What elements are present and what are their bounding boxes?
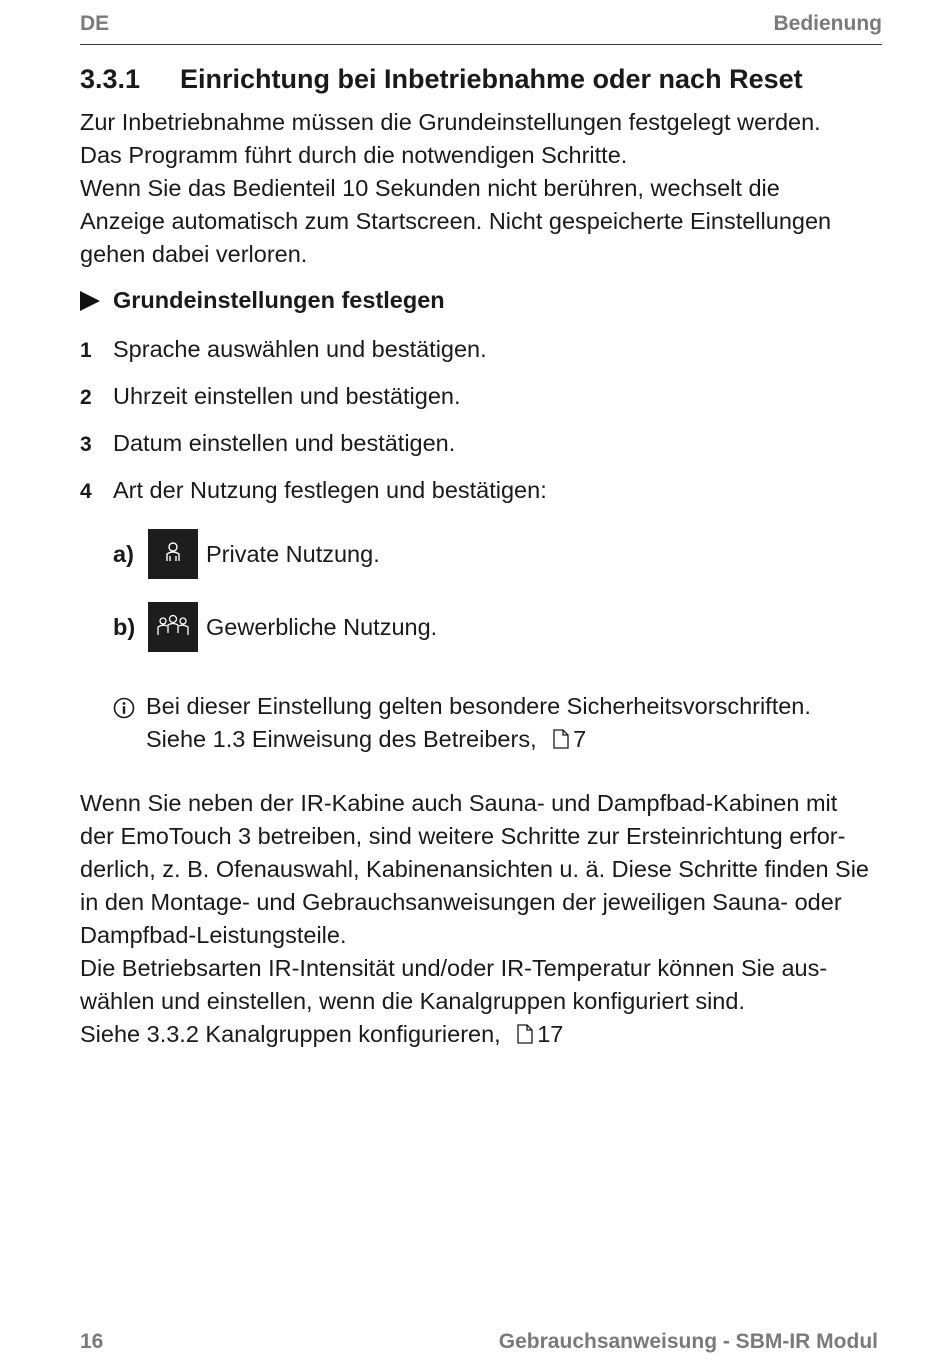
body-reference [80, 1018, 882, 1053]
procedure-heading [80, 287, 445, 314]
section-title [80, 64, 803, 95]
body-reference-text: Siehe 3.3.2 Kanalgruppen konfigurieren, [80, 1021, 501, 1047]
page-icon [517, 1020, 533, 1053]
footer-document-title: Gebrauchsanweisung - SBM-IR Modul [498, 1330, 878, 1353]
single-person-icon [148, 529, 198, 579]
body-paragraph [80, 787, 882, 1053]
info-reference [146, 723, 811, 758]
body-line: Die Betriebsarten IR-Intensität und/oder IR-Temperatur können Sie aus- [80, 955, 828, 981]
page-reference[interactable]: 17 [537, 1021, 564, 1047]
intro-line: Das Programm führt durch die notwendigen Schritte. [80, 142, 628, 168]
info-note [113, 690, 811, 758]
option-commercial [113, 602, 437, 652]
body-line: in den Montage- und Gebrauchsanweisungen der jeweiligen Sauna- oder [80, 889, 842, 915]
triangle-bullet-icon [80, 291, 100, 311]
section-number: 3.3.1 [80, 64, 141, 94]
intro-line: Wenn Sie das Bedienteil 10 Sekunden nicht berühren, wechselt die [80, 175, 780, 201]
info-line: Bei dieser Einstellung gelten besondere Sicherheitsvorschriften. [146, 693, 811, 719]
option-letter: a) [113, 540, 134, 567]
step-item [80, 477, 547, 504]
step-item [80, 383, 461, 410]
step-number: 2 [80, 386, 92, 409]
header-chapter: Bedienung [773, 12, 882, 35]
step-item [80, 336, 487, 363]
step-text: Uhrzeit einstellen und bestätigen. [113, 383, 461, 409]
footer-page-number: 16 [80, 1330, 104, 1353]
info-icon [113, 690, 146, 758]
intro-line: Anzeige automatisch zum Startscreen. Nicht gespeicherte Einstellungen [80, 208, 832, 234]
body-line: Wenn Sie neben der IR-Kabine auch Sauna- und Dampfbad-Kabinen mit [80, 790, 838, 816]
intro-line: Zur Inbetriebnahme müssen die Grundeinstellungen festgelegt werden. [80, 109, 821, 135]
step-item [80, 430, 455, 457]
section-title-text: Einrichtung bei Inbetriebnahme oder nach Reset [180, 64, 803, 94]
info-line: Siehe 1.3 Einweisung des Betreibers, [146, 726, 537, 752]
procedure-title: Grundeinstellungen festlegen [113, 287, 445, 313]
body-line: Dampfbad-Leistungsteile. [80, 922, 347, 948]
intro-paragraph [80, 106, 882, 271]
group-persons-icon [148, 602, 198, 652]
body-line: wählen und einstellen, wenn die Kanalgruppen konfiguriert sind. [80, 988, 745, 1014]
option-text: Gewerbliche Nutzung. [206, 613, 438, 640]
intro-line: gehen dabei verloren. [80, 241, 308, 267]
option-letter: b) [113, 613, 136, 640]
step-text: Datum einstellen und bestätigen. [113, 430, 456, 456]
body-line: der EmoTouch 3 betreiben, sind weitere Schritte zur Ersteinrichtung erfor- [80, 823, 846, 849]
step-text: Art der Nutzung festlegen und bestätigen: [113, 477, 547, 503]
step-number: 4 [80, 480, 92, 503]
option-text: Private Nutzung. [206, 540, 380, 567]
page-reference[interactable]: 7 [573, 726, 587, 752]
step-number: 1 [80, 339, 92, 362]
step-number: 3 [80, 433, 92, 456]
page-icon [553, 725, 569, 758]
header-divider [80, 44, 882, 45]
step-text: Sprache auswählen und bestätigen. [113, 336, 487, 362]
header-language: DE [80, 12, 110, 35]
option-private [113, 529, 380, 579]
body-line: derlich, z. B. Ofenauswahl, Kabinenansichten u. ä. Diese Schritte finden Sie [80, 856, 870, 882]
